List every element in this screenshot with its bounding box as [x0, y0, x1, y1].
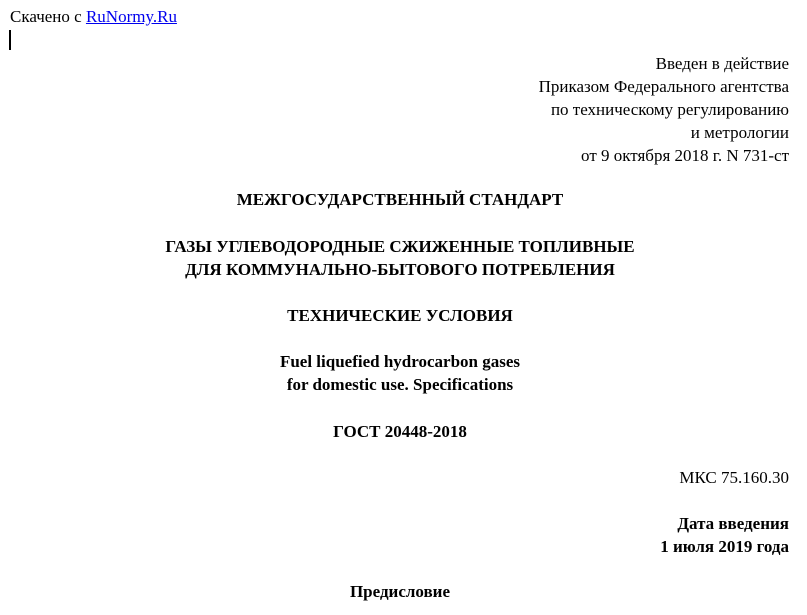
standard-code: ГОСТ 20448-2018: [333, 422, 467, 441]
intro-date-block: [660, 512, 789, 558]
source-link[interactable]: RuNormy.Ru: [85, 7, 177, 26]
source-line: [10, 7, 177, 27]
preface-heading: Предисловие: [349, 582, 451, 601]
enactment-block: [539, 52, 789, 167]
standard-subtitle: ТЕХНИЧЕСКИЕ УСЛОВИЯ: [287, 306, 513, 325]
source-prefix: Скачено с: [10, 7, 86, 26]
mks-code: МКС 75.160.30: [679, 468, 789, 487]
english-title: [0, 350, 800, 396]
standard-title: [0, 235, 800, 281]
enactment-line: Приказом Федерального агентства: [538, 77, 789, 96]
intro-date-label: Дата введения: [677, 514, 789, 533]
enactment-line: по техническому регулированию: [550, 100, 789, 119]
standard-title-line: ГАЗЫ УГЛЕВОДОРОДНЫЕ СЖИЖЕННЫЕ ТОПЛИВНЫЕ: [165, 237, 635, 256]
english-title-line: for domestic use. Specifications: [286, 375, 514, 394]
intro-date-value: 1 июля 2019 года: [660, 537, 789, 556]
enactment-line: и метрологии: [690, 123, 789, 142]
text-cursor: [9, 30, 11, 50]
standard-type: МЕЖГОСУДАРСТВЕННЫЙ СТАНДАРТ: [236, 190, 564, 209]
english-title-line: Fuel liquefied hydrocarbon gases: [279, 352, 521, 371]
standard-title-line: ДЛЯ КОММУНАЛЬНО-БЫТОВОГО ПОТРЕБЛЕНИЯ: [185, 260, 615, 279]
enactment-line: Введен в действие: [655, 54, 789, 73]
enactment-line: от 9 октября 2018 г. N 731-ст: [581, 146, 789, 165]
